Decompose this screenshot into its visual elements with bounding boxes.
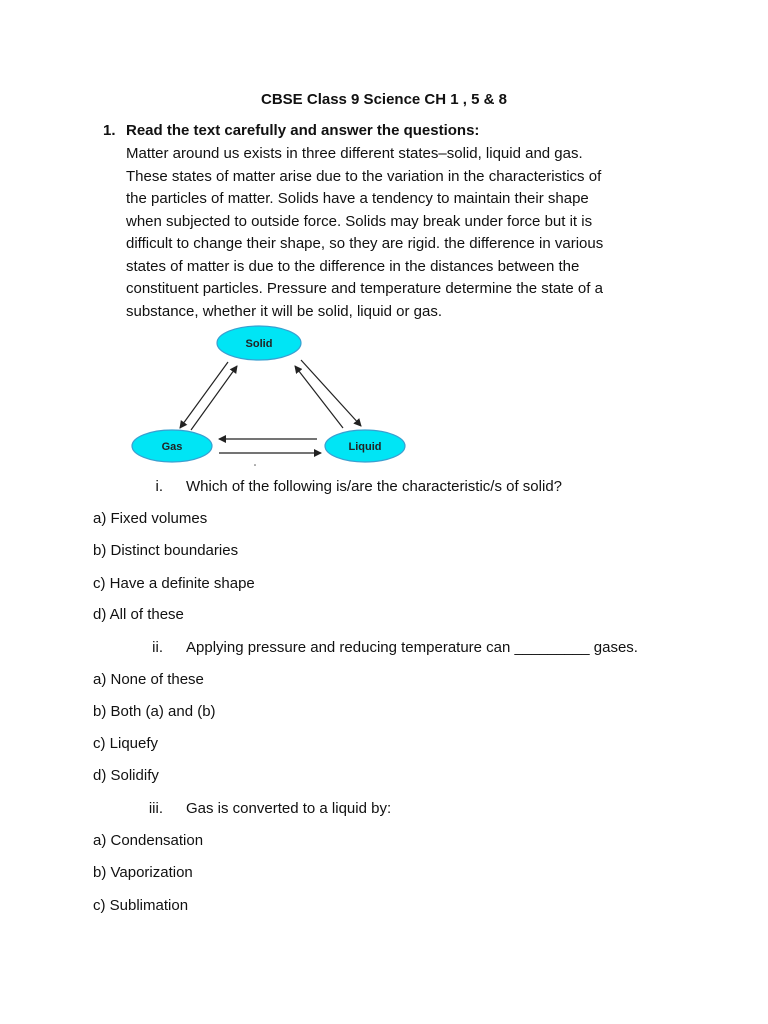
option: b) Both (a) and (b) — [93, 703, 216, 720]
passage-line: difficult to change their shape, so they are rigid. the difference in various — [126, 235, 604, 252]
question-number: 1. — [103, 122, 116, 139]
subquestion-text: Gas is converted to a liquid by: — [186, 800, 392, 817]
passage-line: when subjected to outside force. Solids may break under force but it is — [126, 212, 593, 230]
passage-line: the particles of matter. Solids have a tendency to maintain their shape — [126, 190, 589, 207]
option: b) Distinct boundaries — [93, 542, 239, 559]
option: d) Solidify — [93, 767, 159, 784]
arrow-solid-to-liquid — [301, 360, 361, 426]
option: c) Sublimation — [93, 897, 189, 914]
passage-line: substance, whether it will be solid, liquid or gas. — [126, 302, 442, 320]
passage-line: states of matter is due to the difference in the distances between the — [126, 257, 580, 275]
page-title: CBSE Class 9 Science CH 1 , 5 & 8 — [261, 91, 507, 108]
states-of-matter-diagram — [125, 322, 415, 472]
passage-line: Matter around us exists in three different states–solid, liquid and gas. — [126, 145, 583, 162]
subquestion-text: Applying pressure and reducing temperature can _________ gases. — [186, 639, 638, 656]
option: c) Have a definite shape — [93, 575, 255, 592]
gas-label: Gas — [161, 441, 183, 453]
option: d) All of these — [93, 606, 184, 623]
option: b) Vaporization — [93, 864, 193, 881]
arrow-gas-to-solid — [191, 366, 237, 430]
passage-line: constituent particles. Pressure and temperature determine the state of a — [126, 280, 603, 297]
option: c) Liquefy — [93, 735, 159, 752]
subquestion-numeral: i. — [155, 478, 163, 495]
subquestion-text: Which of the following is/are the characteristic/s of solid? — [186, 478, 563, 495]
question-heading: Read the text carefully and answer the questions: — [126, 122, 480, 139]
liquid-label: Liquid — [348, 441, 382, 453]
option: a) None of these — [93, 671, 204, 688]
arrow-solid-to-gas — [180, 362, 228, 428]
subquestion-numeral: iii. — [148, 800, 163, 817]
solid-label: Solid — [245, 338, 273, 350]
option: a) Fixed volumes — [93, 510, 208, 527]
passage — [126, 143, 686, 323]
subquestion-numeral: ii. — [152, 639, 163, 656]
arrow-liquid-to-solid — [295, 366, 343, 428]
option: a) Condensation — [93, 832, 204, 849]
passage-line: These states of matter arise due to the variation in the characteristics of — [126, 167, 602, 185]
